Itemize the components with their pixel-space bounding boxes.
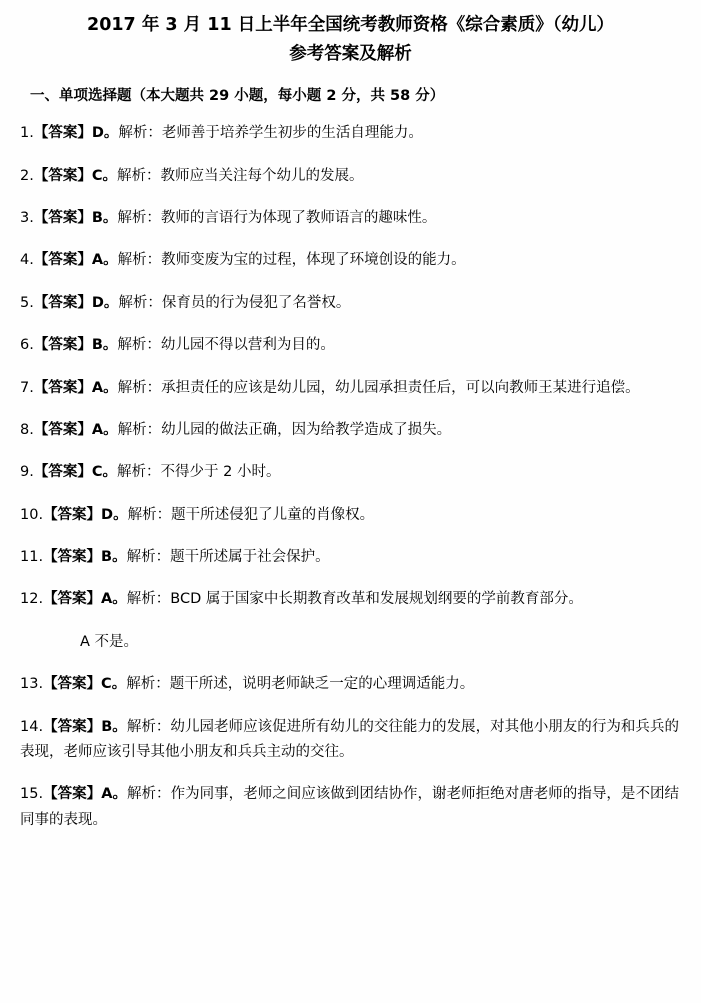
answer-lead: 【答案】B。 [33,210,118,226]
answer-lead: 【答案】D。 [33,294,119,311]
answer-text: 解析：BCD 属于国家中长期教育改革和发展规划纲要的学前教育部分。 [126,591,583,608]
answer-number: 7. [20,379,34,396]
answer-number: 4. [20,252,34,269]
answer-lead: 【答案】C。 [43,676,127,693]
answer-text: 解析：不得少于 2 小时。 [117,464,281,481]
answer-entry [20,587,679,612]
answer-number: 1. [20,125,34,142]
answer-lead: 【答案】A。 [33,252,118,269]
answer-lead: 【答案】A。 [33,421,118,438]
answer-entry [20,291,679,316]
answer-entry [20,460,679,485]
answer-lead: 【答案】D。 [43,506,128,523]
answer-entry [20,418,679,443]
answer-number: 12. [20,591,44,608]
answer-text: A 不是。 [80,633,139,650]
answer-entry [20,248,679,273]
answer-entry [20,503,679,528]
answer-text: 解析：教师变废为宝的过程，体现了环境创设的能力。 [117,252,466,269]
answer-lead: 【答案】B。 [33,337,118,354]
answer-entry [20,164,679,189]
answer-text: 解析：教师应当关注每个幼儿的发展。 [117,167,364,184]
answer-lead: 【答案】B。 [43,549,127,565]
answer-number: 8. [20,421,34,438]
page-title: 2017 年 3 月 11 日上半年全国统考教师资格《综合素质》（幼儿） [87,15,614,35]
answer-number: 3. [20,210,34,226]
answer-text: 解析：教师的言语行为体现了教师语言的趣味性。 [117,210,437,226]
title-block [0,0,701,72]
answer-lead: 【答案】A。 [43,786,127,803]
answer-entry [20,333,679,358]
answer-continuation [20,630,679,655]
answer-number: 15. [20,786,44,803]
answer-number: 5. [20,294,34,311]
answer-number: 9. [20,464,34,481]
answer-lead: 【答案】A。 [43,591,127,608]
answer-text: 解析：作为同事，老师之间应该做到团结协作，谢老师拒绝对唐老师的指导，是不团结同事的表现。 [20,786,679,828]
answer-entry [20,206,679,231]
answer-number: 2. [20,167,34,184]
answer-number: 6. [20,337,34,354]
answer-lead: 【答案】C。 [33,167,117,184]
section-heading: 一、单项选择题（本大题共 29 小题，每小题 2 分，共 58 分） [30,87,445,104]
answer-entry [20,672,679,697]
answer-entry [20,715,679,766]
answer-entry [20,545,679,570]
answer-lead: 【答案】D。 [33,125,119,142]
answer-lead: 【答案】C。 [33,464,117,481]
answer-number: 10. [20,506,44,523]
page-subtitle: 参考答案及解析 [289,44,412,65]
answer-number: 11. [20,549,44,565]
answer-lead: 【答案】B。 [43,718,127,735]
answer-text: 解析：幼儿园的做法正确，因为给教学造成了损失。 [117,421,452,438]
answer-text: 解析：保育员的行为侵犯了名誉权。 [118,294,351,311]
answer-text: 解析：题干所述，说明老师缺乏一定的心理调适能力。 [126,676,475,693]
answer-entry [20,376,679,401]
answer-entry [20,121,679,146]
answer-text: 解析：题干所述侵犯了儿童的肖像权。 [127,506,375,523]
answer-number: 13. [20,676,44,693]
answer-entry [20,782,679,833]
answer-text: 解析：老师善于培养学生初步的生活自理能力。 [118,125,423,142]
answer-number: 14. [20,718,44,735]
answer-text: 解析：题干所述属于社会保护。 [126,549,330,565]
answer-lead: 【答案】A。 [33,379,118,396]
document-body [0,72,701,871]
answer-text: 解析：幼儿园老师应该促进所有幼儿的交往能力的发展，对其他小朋友的行为和兵兵的表现，老师应该引导其他小朋友和兵兵主动的交往。 [20,718,679,760]
answer-text: 解析：幼儿园不得以营利为目的。 [117,337,335,354]
answer-text: 解析：承担责任的应该是幼儿园，幼儿园承担责任后，可以向教师王某进行追偿。 [117,379,640,396]
